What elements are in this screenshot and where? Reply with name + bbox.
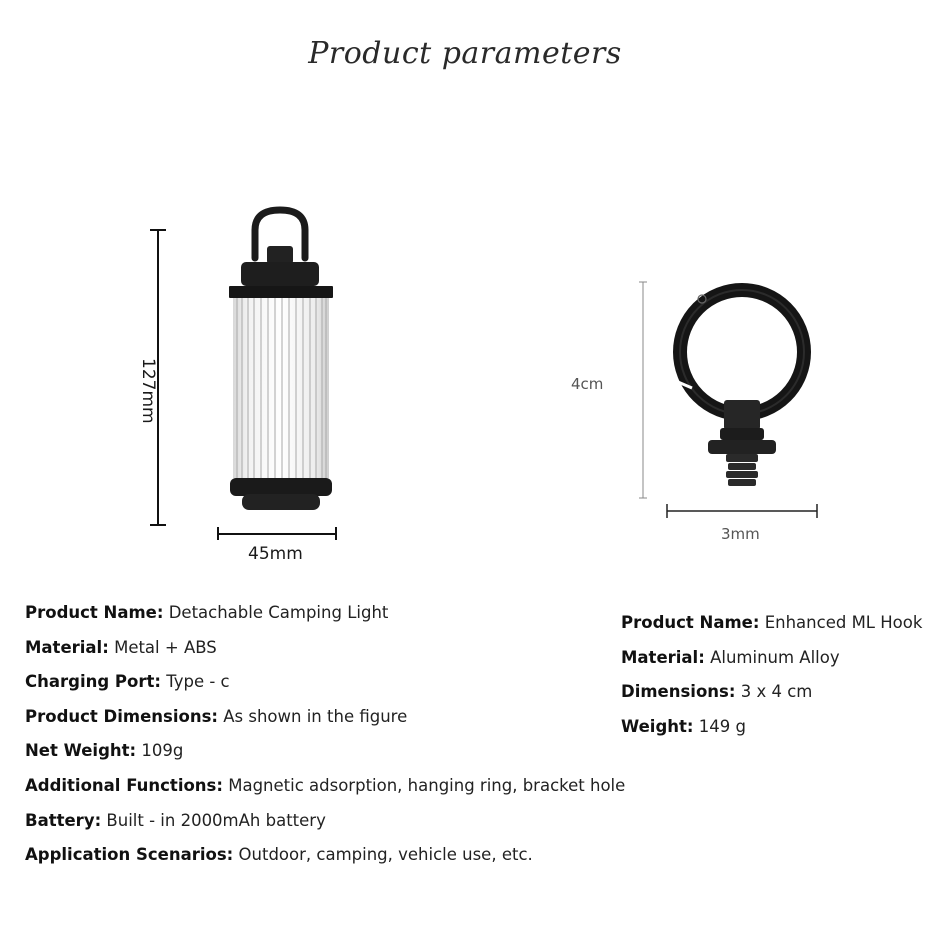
hook-height-dimension-line — [639, 282, 647, 498]
light-width-label: 45mm — [248, 544, 303, 564]
hook-width-dimension-line — [667, 504, 817, 518]
spec-row: Additional Functions: Magnetic adsorption, hanging ring, bracket hole — [25, 775, 626, 795]
spec-row: Charging Port: Type - c — [25, 672, 230, 692]
spec-row: Dimensions: 3 x 4 cm — [621, 682, 813, 702]
hook-height-label: 4cm — [571, 375, 604, 393]
spec-row: Product Dimensions: As shown in the figure — [25, 706, 408, 726]
hook-specs-list — [621, 606, 922, 744]
spec-row: Weight: 149 g — [621, 716, 746, 736]
spec-row: Product Name: Detachable Camping Light — [25, 603, 389, 622]
light-specs-list — [25, 596, 625, 873]
hook-width-label: 3mm — [721, 525, 760, 543]
hook-image — [630, 270, 840, 520]
spec-row: Battery: Built - in 2000mAh battery — [25, 810, 326, 830]
spec-row: Net Weight: 109g — [25, 741, 184, 761]
spec-row: Material: Metal + ABS — [25, 637, 217, 657]
spec-row: Application Scenarios: Outdoor, camping, vehicle use, etc. — [25, 845, 533, 865]
spec-row: Material: Aluminum Alloy — [621, 647, 840, 667]
light-height-label: 127mm — [138, 358, 158, 424]
width-dimension-line — [218, 527, 336, 540]
page-title: Product parameters — [308, 36, 622, 71]
camping-light-image — [140, 200, 360, 540]
spec-row: Product Name: Enhanced ML Hook — [621, 613, 923, 632]
